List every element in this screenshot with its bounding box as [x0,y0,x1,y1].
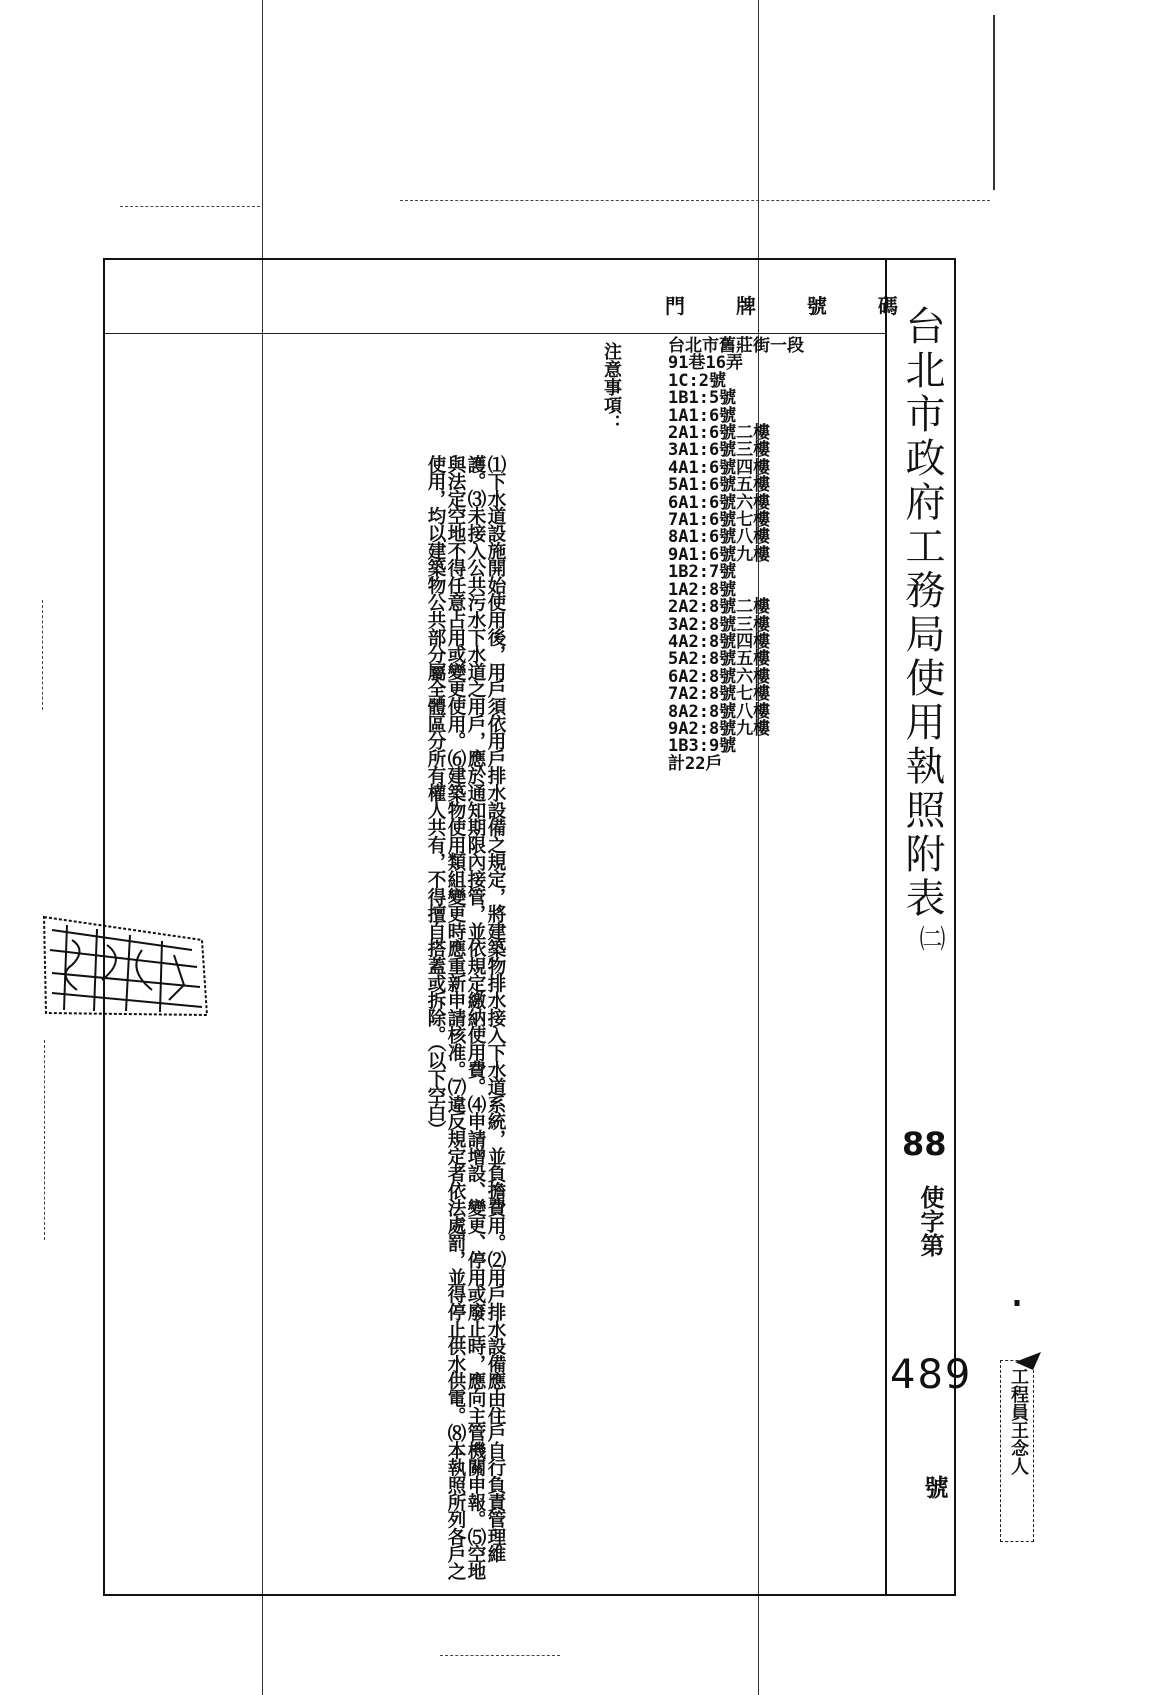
address-row: 4A1:6號四樓 [668,457,771,478]
year-number: 88 [902,1125,947,1163]
address-row: 1B1:5號 [668,388,737,409]
address-row: 6A1:6號六樓 [668,492,771,513]
license-suffix: 號 [920,1475,949,1499]
license-number: 489 [890,1352,973,1398]
address-row: 4A2:8號四樓 [668,631,771,652]
title-column-divider [885,258,887,1596]
header-rule [104,333,886,334]
engineer-stamp-text: 工程員王念人 [1008,1367,1029,1475]
address-row: 91巷16弄 [668,353,743,374]
address-row: 1B2:7號 [668,562,737,583]
notes-title: 注意事項： [601,342,622,432]
address-row: 9A2:8號九樓 [668,718,771,739]
address-row: 1B3:9號 [668,736,737,757]
notes-body: ⑴下水道設施開始使用後，用戶須依用戶排水設備之規定，將建築物排水接入下水道系統，並負擔費用。⑵用戶排水設備應由住戶自行負責管理維護。⑶未接入公共污水下水道之用戶，應於通知期限內接管，並依規定繳納使用費。⑷申請增設、變更、停用或廢止時，應向主管機關申報。⑸空地與法定空地不得任意占用或變更使用。⑹建築物使用類組變更時應重新申請核准。⑺違反規定者依法處罰，並得停止供水供電。⑻本執照所列各戶之使用，均以建築物公共部分屬全體區分所有權人共有，不得擅自搭蓋或拆除。（以下空白） [425,455,506,1580]
title-suffix: ㈡ [915,925,945,951]
scan-line-top-right [993,15,995,190]
scan-line-left-edge [42,600,43,710]
address-row: 3A1:6號三樓 [668,440,771,461]
address-row: 1A1:6號 [668,405,737,426]
doorplate-header: 門 牌 號 碼 [665,294,920,318]
address-row: 8A1:6號八樓 [668,527,771,548]
address-list [668,338,878,773]
address-row: 6A2:8號六樓 [668,666,771,687]
engineer-stamp [1000,1360,1034,1542]
address-row: 7A1:6號七樓 [668,510,771,531]
address-row: 8A2:8號八樓 [668,701,771,722]
address-row: 計22戶 [668,753,723,774]
address-row: 5A2:8號五樓 [668,649,771,670]
scan-line-top [120,206,260,207]
license-prefix: 使字第 [916,1185,945,1257]
scan-line-top-2 [400,200,990,201]
scan-line-bottom [440,1655,560,1656]
address-row: 1C:2號 [668,370,726,391]
address-row: 7A2:8號七樓 [668,684,771,705]
address-row: 2A2:8號二樓 [668,597,771,618]
address-row: 5A1:6號五樓 [668,475,771,496]
address-row: 3A2:8號三樓 [668,614,771,635]
seal-stamp-icon [42,895,212,1020]
address-row: 9A1:6號九樓 [668,544,771,565]
address-row: 2A1:6號二樓 [668,423,771,444]
scan-line-left-edge-2 [44,1040,45,1240]
flag-mark-icon [1013,1300,1043,1370]
document-title: 台北市政府工務局使用執照附表 [899,305,945,921]
address-row: 1A2:8號 [668,579,737,600]
address-row: 台北市舊莊街一段 [668,336,804,356]
